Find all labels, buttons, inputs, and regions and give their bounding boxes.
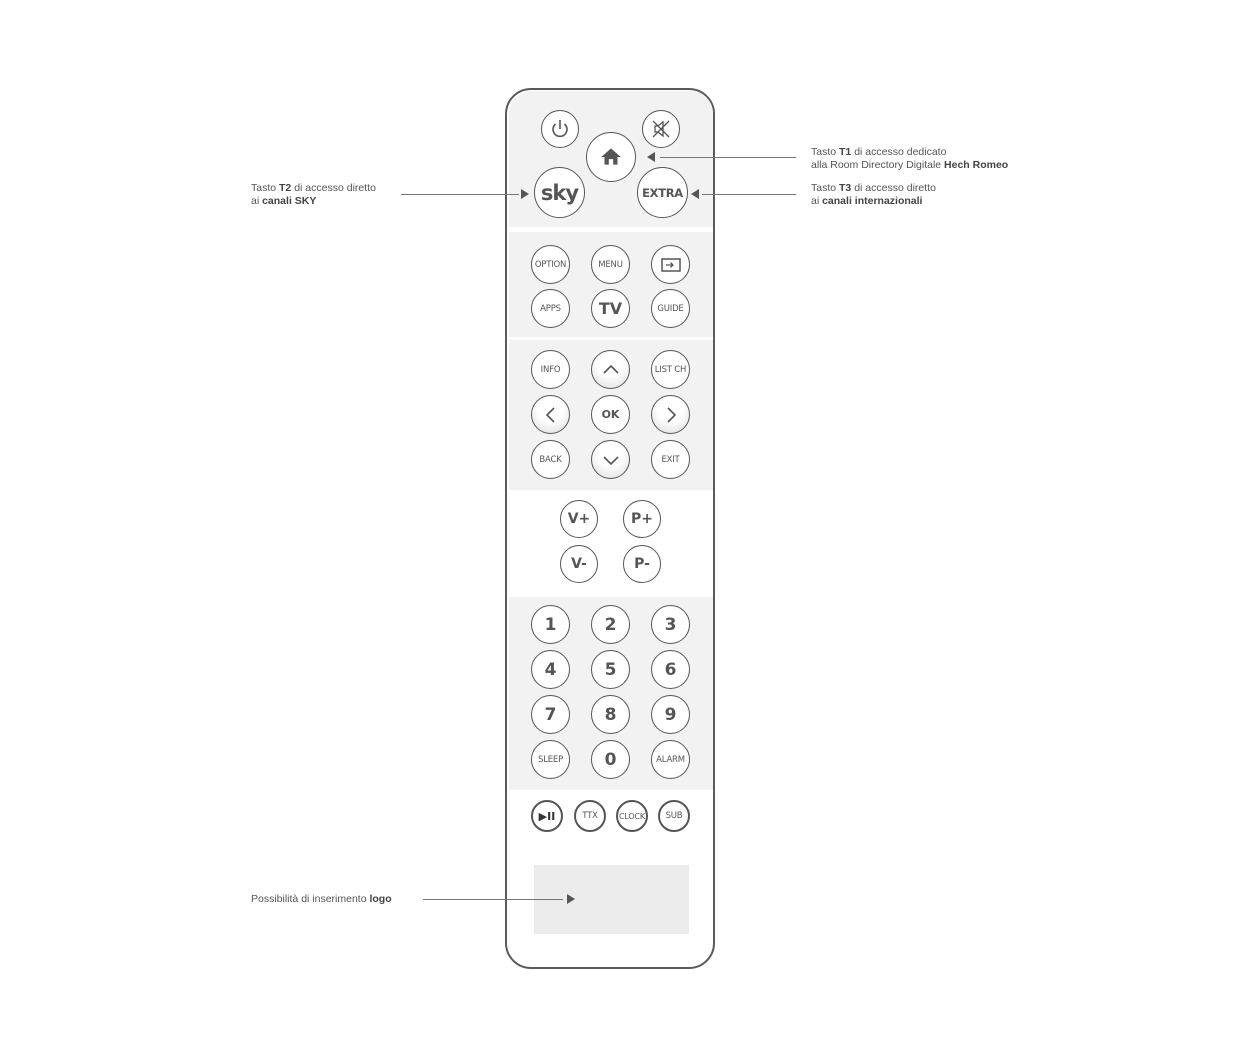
annotation-key: canali SKY xyxy=(262,195,317,207)
digit-7-button[interactable]: 7 xyxy=(531,695,570,734)
left-button[interactable] xyxy=(531,395,570,434)
annotation-key: T2 xyxy=(279,182,292,194)
up-button[interactable] xyxy=(591,350,630,389)
annotation-t1-line2 xyxy=(811,159,1008,172)
digit-2-button[interactable]: 2 xyxy=(591,605,630,644)
guide-button[interactable]: GUIDE xyxy=(651,289,690,328)
sky-button[interactable]: sky xyxy=(534,167,585,218)
chevron-right-icon xyxy=(660,404,682,426)
chevron-up-icon xyxy=(600,359,622,381)
annotation-t3-line2 xyxy=(811,195,936,208)
power-button[interactable] xyxy=(541,110,579,148)
play-pause-button[interactable]: ▶II xyxy=(531,800,563,832)
source-button[interactable] xyxy=(651,245,690,284)
right-button[interactable] xyxy=(651,395,690,434)
digit-1-button[interactable]: 1 xyxy=(531,605,570,644)
sleep-button[interactable]: SLEEP xyxy=(531,740,570,779)
annotation-text: di accesso diretto xyxy=(851,182,936,194)
annotation-t3-arrow-icon xyxy=(691,189,699,199)
annotation-key: T1 xyxy=(839,146,852,158)
home-icon xyxy=(598,144,624,170)
annotation-t2-arrow-icon xyxy=(521,189,529,199)
power-icon xyxy=(548,117,572,141)
exit-button[interactable]: EXIT xyxy=(651,440,690,479)
option-button[interactable]: OPTION xyxy=(531,245,570,284)
ttx-button[interactable]: TTX xyxy=(574,800,606,832)
digit-0-button[interactable]: 0 xyxy=(591,740,630,779)
annotation-t2-line2 xyxy=(251,195,376,208)
annotation-logo xyxy=(251,893,392,906)
extra-button[interactable]: EXTRA xyxy=(637,167,688,218)
annotation-text: di accesso dedicato xyxy=(851,146,947,158)
annotation-text: ai xyxy=(811,195,823,207)
mute-button[interactable] xyxy=(642,110,680,148)
digit-5-button[interactable]: 5 xyxy=(591,650,630,689)
annotation-text: di accesso diretto xyxy=(291,182,376,194)
annotation-t3-leader-line xyxy=(702,194,796,195)
program-down-button[interactable]: P- xyxy=(623,545,661,583)
digit-6-button[interactable]: 6 xyxy=(651,650,690,689)
chevron-left-icon xyxy=(540,404,562,426)
clock-button[interactable]: CLOCK xyxy=(616,800,648,832)
down-button[interactable] xyxy=(591,440,630,479)
annotation-t2-line1 xyxy=(251,182,376,195)
annotation-key: canali internazionali xyxy=(822,195,923,207)
info-button[interactable]: INFO xyxy=(531,350,570,389)
annotation-t1-line1 xyxy=(811,146,1008,159)
annotation-key: Hech Romeo xyxy=(944,159,1009,171)
digit-9-button[interactable]: 9 xyxy=(651,695,690,734)
annotation-text: alla Room Directory Digitale xyxy=(811,159,945,171)
input-source-icon xyxy=(659,255,683,275)
annotation-text: Possibilità di inserimento xyxy=(251,893,370,905)
mute-icon xyxy=(649,117,673,141)
annotation-t2-leader-line xyxy=(401,194,519,195)
annotation-t1-leader-line xyxy=(660,157,796,158)
annotation-t1-arrow-icon xyxy=(647,152,655,162)
annotation-text: Tasto xyxy=(811,146,840,158)
volume-down-button[interactable]: V- xyxy=(560,545,598,583)
annotation-text: ai xyxy=(251,195,263,207)
sub-button[interactable]: SUB xyxy=(658,800,690,832)
volume-up-button[interactable]: V+ xyxy=(560,500,598,538)
apps-button[interactable]: APPS xyxy=(531,289,570,328)
annotation-t2 xyxy=(251,182,376,208)
annotation-logo-arrow-icon xyxy=(567,894,575,904)
tv-button[interactable]: TV xyxy=(591,289,630,328)
annotation-logo-leader-line xyxy=(423,899,563,900)
digit-3-button[interactable]: 3 xyxy=(651,605,690,644)
annotation-key: logo xyxy=(369,893,392,905)
program-up-button[interactable]: P+ xyxy=(623,500,661,538)
ok-button[interactable]: OK xyxy=(591,395,630,434)
annotation-t3-line1 xyxy=(811,182,936,195)
annotation-text: Tasto xyxy=(251,182,280,194)
digit-8-button[interactable]: 8 xyxy=(591,695,630,734)
annotation-text: Tasto xyxy=(811,182,840,194)
digit-4-button[interactable]: 4 xyxy=(531,650,570,689)
chevron-down-icon xyxy=(600,449,622,471)
annotation-t1 xyxy=(811,146,1008,172)
annotation-t3 xyxy=(811,182,936,208)
list-ch-button[interactable]: LIST CH xyxy=(651,350,690,389)
annotation-key: T3 xyxy=(839,182,852,194)
menu-button[interactable]: MENU xyxy=(591,245,630,284)
alarm-button[interactable]: ALARM xyxy=(651,740,690,779)
back-button[interactable]: BACK xyxy=(531,440,570,479)
home-button[interactable] xyxy=(586,132,636,182)
